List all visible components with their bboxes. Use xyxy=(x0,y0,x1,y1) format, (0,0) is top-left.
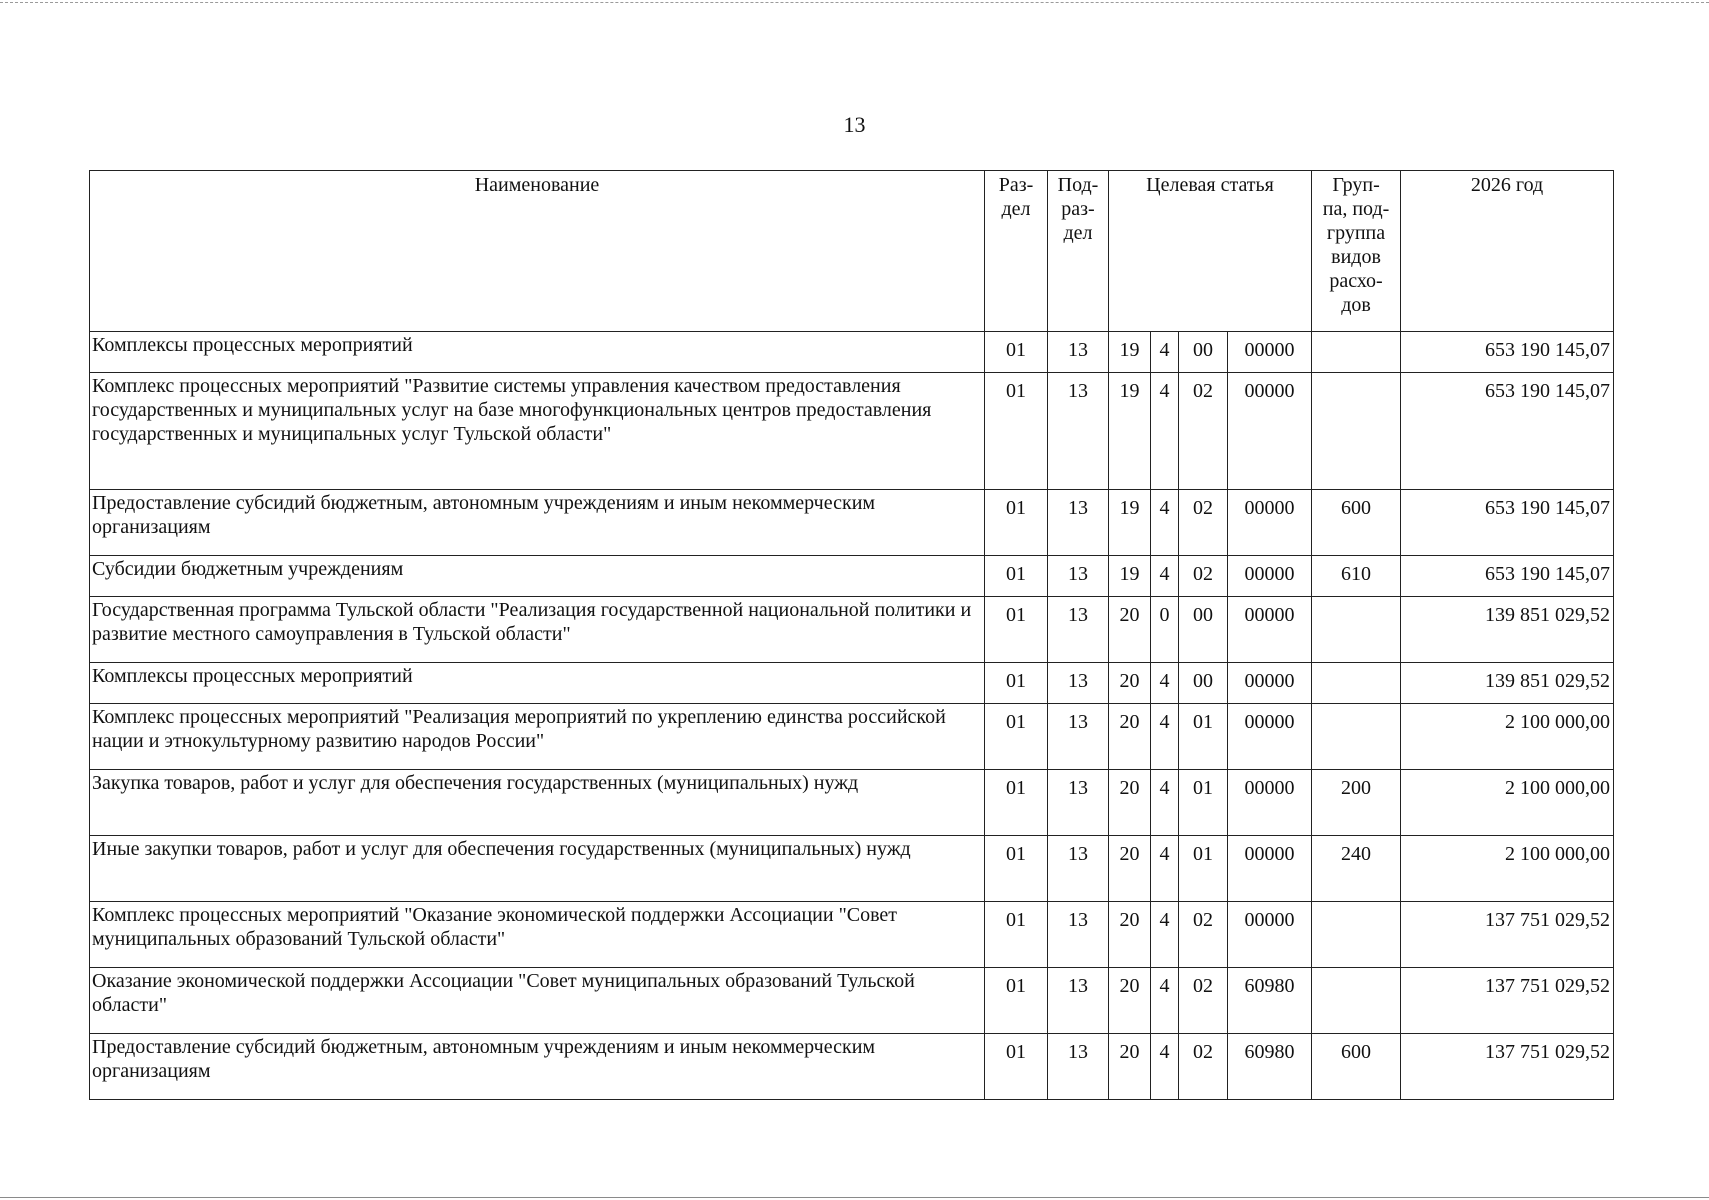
budget-table xyxy=(89,170,1614,1100)
cell-section: 01 xyxy=(985,1034,1048,1100)
cell-name: Комплекс процессных мероприятий "Развитие системы управления качеством предоставления государственных и муниципальных услуг на базе многофункциональных центров предоставления государственных и муниципальных услуг Тульской области" xyxy=(90,373,985,490)
cell-target-type: 4 xyxy=(1151,556,1179,597)
cell-target-direction: 00000 xyxy=(1228,597,1312,663)
cell-target-direction: 00000 xyxy=(1228,902,1312,968)
table-row xyxy=(90,490,1614,556)
header-target-article: Целевая статья xyxy=(1109,171,1312,332)
cell-subsection: 13 xyxy=(1048,332,1109,373)
cell-expense-group xyxy=(1312,704,1401,770)
cell-expense-group: 200 xyxy=(1312,770,1401,836)
cell-expense-group: 600 xyxy=(1312,490,1401,556)
cell-amount: 137 751 029,52 xyxy=(1401,1034,1614,1100)
cell-amount: 653 190 145,07 xyxy=(1401,373,1614,490)
cell-expense-group xyxy=(1312,968,1401,1034)
table-row xyxy=(90,597,1614,663)
cell-amount: 137 751 029,52 xyxy=(1401,968,1614,1034)
cell-amount: 139 851 029,52 xyxy=(1401,597,1614,663)
table-body xyxy=(90,332,1614,1100)
header-expense-group: Груп- па, под- группа видов расхо- дов xyxy=(1312,171,1401,332)
cell-subsection: 13 xyxy=(1048,490,1109,556)
cell-name: Закупка товаров, работ и услуг для обеспечения государственных (муниципальных) нужд xyxy=(90,770,985,836)
cell-section: 01 xyxy=(985,373,1048,490)
cell-target-direction: 00000 xyxy=(1228,836,1312,902)
cell-target-program: 19 xyxy=(1109,373,1151,490)
cell-target-program: 19 xyxy=(1109,490,1151,556)
cell-target-complex: 00 xyxy=(1179,332,1228,373)
cell-target-direction: 00000 xyxy=(1228,332,1312,373)
cell-section: 01 xyxy=(985,770,1048,836)
cell-section: 01 xyxy=(985,597,1048,663)
cell-target-program: 20 xyxy=(1109,968,1151,1034)
cell-expense-group xyxy=(1312,332,1401,373)
cell-subsection: 13 xyxy=(1048,373,1109,490)
cell-name: Предоставление субсидий бюджетным, автономным учреждениям и иным некоммерческим организациям xyxy=(90,490,985,556)
cell-amount: 137 751 029,52 xyxy=(1401,902,1614,968)
cell-subsection: 13 xyxy=(1048,968,1109,1034)
cell-subsection: 13 xyxy=(1048,597,1109,663)
table-row xyxy=(90,1034,1614,1100)
cell-target-direction: 00000 xyxy=(1228,556,1312,597)
cell-target-type: 4 xyxy=(1151,968,1179,1034)
cell-expense-group: 610 xyxy=(1312,556,1401,597)
cell-section: 01 xyxy=(985,332,1048,373)
cell-amount: 2 100 000,00 xyxy=(1401,836,1614,902)
cell-section: 01 xyxy=(985,704,1048,770)
cell-target-complex: 02 xyxy=(1179,1034,1228,1100)
table-header-row xyxy=(90,171,1614,332)
cell-expense-group xyxy=(1312,373,1401,490)
cell-section: 01 xyxy=(985,902,1048,968)
cell-target-program: 20 xyxy=(1109,663,1151,704)
cell-target-complex: 00 xyxy=(1179,663,1228,704)
cell-subsection: 13 xyxy=(1048,836,1109,902)
header-name: Наименование xyxy=(90,171,985,332)
cell-name: Субсидии бюджетным учреждениям xyxy=(90,556,985,597)
scan-edge-bottom xyxy=(0,1197,1709,1198)
cell-target-program: 19 xyxy=(1109,332,1151,373)
cell-target-direction: 00000 xyxy=(1228,663,1312,704)
cell-subsection: 13 xyxy=(1048,663,1109,704)
cell-target-complex: 02 xyxy=(1179,968,1228,1034)
cell-name: Комплексы процессных мероприятий xyxy=(90,332,985,373)
header-section: Раз- дел xyxy=(985,171,1048,332)
cell-subsection: 13 xyxy=(1048,1034,1109,1100)
cell-amount: 2 100 000,00 xyxy=(1401,770,1614,836)
header-year: 2026 год xyxy=(1401,171,1614,332)
cell-target-type: 4 xyxy=(1151,373,1179,490)
cell-subsection: 13 xyxy=(1048,556,1109,597)
cell-target-complex: 02 xyxy=(1179,373,1228,490)
cell-target-type: 4 xyxy=(1151,332,1179,373)
cell-target-type: 4 xyxy=(1151,770,1179,836)
cell-amount: 653 190 145,07 xyxy=(1401,490,1614,556)
cell-section: 01 xyxy=(985,836,1048,902)
table-row xyxy=(90,663,1614,704)
cell-target-direction: 60980 xyxy=(1228,1034,1312,1100)
cell-expense-group: 600 xyxy=(1312,1034,1401,1100)
cell-target-type: 4 xyxy=(1151,663,1179,704)
table-row xyxy=(90,373,1614,490)
cell-name: Комплексы процессных мероприятий xyxy=(90,663,985,704)
cell-section: 01 xyxy=(985,968,1048,1034)
table-row xyxy=(90,332,1614,373)
cell-target-program: 20 xyxy=(1109,704,1151,770)
table-row xyxy=(90,704,1614,770)
cell-subsection: 13 xyxy=(1048,770,1109,836)
cell-target-program: 20 xyxy=(1109,836,1151,902)
cell-target-program: 20 xyxy=(1109,770,1151,836)
table-row xyxy=(90,836,1614,902)
cell-expense-group: 240 xyxy=(1312,836,1401,902)
cell-target-type: 4 xyxy=(1151,902,1179,968)
cell-subsection: 13 xyxy=(1048,704,1109,770)
header-subsection: Под- раз- дел xyxy=(1048,171,1109,332)
cell-target-type: 4 xyxy=(1151,1034,1179,1100)
cell-name: Оказание экономической поддержки Ассоциации "Совет муниципальных образований Тульской области" xyxy=(90,968,985,1034)
cell-target-program: 20 xyxy=(1109,902,1151,968)
cell-name: Комплекс процессных мероприятий "Оказание экономической поддержки Ассоциации "Совет муниципальных образований Тульской области" xyxy=(90,902,985,968)
cell-name: Комплекс процессных мероприятий "Реализация мероприятий по укреплению единства российской нации и этнокультурному развитию народов России" xyxy=(90,704,985,770)
cell-target-type: 0 xyxy=(1151,597,1179,663)
cell-expense-group xyxy=(1312,663,1401,704)
cell-target-complex: 01 xyxy=(1179,770,1228,836)
cell-expense-group xyxy=(1312,902,1401,968)
cell-target-complex: 02 xyxy=(1179,902,1228,968)
table-row xyxy=(90,902,1614,968)
cell-target-direction: 00000 xyxy=(1228,373,1312,490)
cell-amount: 139 851 029,52 xyxy=(1401,663,1614,704)
table-row xyxy=(90,556,1614,597)
cell-section: 01 xyxy=(985,663,1048,704)
cell-target-type: 4 xyxy=(1151,490,1179,556)
cell-name: Предоставление субсидий бюджетным, автономным учреждениям и иным некоммерческим организациям xyxy=(90,1034,985,1100)
cell-section: 01 xyxy=(985,490,1048,556)
page-number: 13 xyxy=(843,112,866,137)
cell-target-type: 4 xyxy=(1151,704,1179,770)
cell-target-program: 19 xyxy=(1109,556,1151,597)
cell-name: Государственная программа Тульской области "Реализация государственной национальной политики и развитие местного самоуправления в Тульской области" xyxy=(90,597,985,663)
cell-amount: 2 100 000,00 xyxy=(1401,704,1614,770)
table-row xyxy=(90,770,1614,836)
cell-amount: 653 190 145,07 xyxy=(1401,556,1614,597)
cell-target-type: 4 xyxy=(1151,836,1179,902)
table-row xyxy=(90,968,1614,1034)
cell-name: Иные закупки товаров, работ и услуг для обеспечения государственных (муниципальных) нужд xyxy=(90,836,985,902)
cell-target-complex: 00 xyxy=(1179,597,1228,663)
cell-target-direction: 60980 xyxy=(1228,968,1312,1034)
cell-target-complex: 02 xyxy=(1179,556,1228,597)
cell-section: 01 xyxy=(985,556,1048,597)
cell-target-direction: 00000 xyxy=(1228,770,1312,836)
cell-target-direction: 00000 xyxy=(1228,704,1312,770)
scan-edge-top xyxy=(0,2,1709,3)
cell-target-complex: 01 xyxy=(1179,836,1228,902)
cell-expense-group xyxy=(1312,597,1401,663)
cell-amount: 653 190 145,07 xyxy=(1401,332,1614,373)
cell-subsection: 13 xyxy=(1048,902,1109,968)
cell-target-complex: 02 xyxy=(1179,490,1228,556)
cell-target-program: 20 xyxy=(1109,1034,1151,1100)
cell-target-direction: 00000 xyxy=(1228,490,1312,556)
cell-target-program: 20 xyxy=(1109,597,1151,663)
cell-target-complex: 01 xyxy=(1179,704,1228,770)
